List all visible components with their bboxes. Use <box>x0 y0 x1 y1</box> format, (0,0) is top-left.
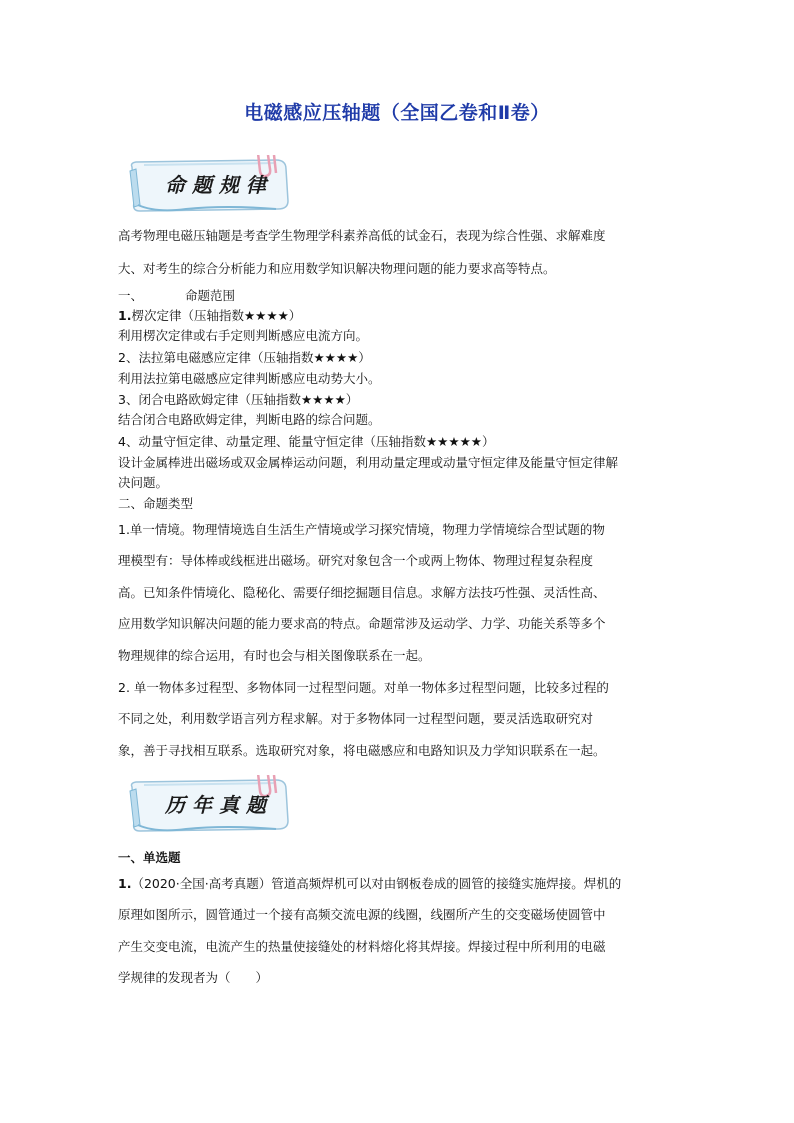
types-p1-line: 应用数学知识解决问题的能力要求高的特点。命题常涉及运动学、力学、功能关系等多个 <box>118 616 606 631</box>
types-p1-line: 理模型有：导体棒或线框进出磁场。研究对象包含一个或两上物体、物理过程复杂程度 <box>118 553 594 568</box>
exam-heading: 一、单选题 <box>118 850 181 865</box>
scope-item-desc-cont: 决问题。 <box>118 475 169 490</box>
scope-item-title <box>118 390 358 408</box>
scope-heading-text: 命题范围 <box>185 288 236 303</box>
scope-item-desc: 利用法拉第电磁感应定律判断感应电动势大小。 <box>118 371 381 386</box>
question-line: 产生交变电流，电流产生的热量使接缝处的材料熔化将其焊接。焊接过程中所利用的电磁 <box>118 939 606 954</box>
scope-item-num: 3、 <box>118 392 139 407</box>
scope-item-title-text: 楞次定律（压轴指数★★★★） <box>131 308 302 323</box>
scope-heading <box>118 286 235 304</box>
types-p1-line: 高。已知条件情境化、隐秘化、需要仔细挖掘题目信息。求解方法技巧性强、灵活性高、 <box>118 585 606 600</box>
question-number: 1. <box>118 876 132 891</box>
question-text: （2020·全国·高考真题）管道高频焊机可以对由钢板卷成的圆管的接缝实施焊接。焊机的 <box>131 876 622 891</box>
section-banner-past-exams <box>126 775 294 837</box>
scope-item-desc: 利用楞次定律或右手定则判断感应电流方向。 <box>118 328 369 343</box>
types-p1-line: 物理规律的综合运用，有时也会与相关图像联系在一起。 <box>118 648 431 663</box>
scope-item-title-text: 法拉第电磁感应定律（压轴指数★★★★） <box>138 350 371 365</box>
types-p2-line: 象，善于寻找相互联系。选取研究对象，将电磁感应和电路知识及力学知识联系在一起。 <box>118 743 606 758</box>
types-p1-line: 1.单一情境。物理情境选自生活生产情境或学习探究情境，物理力学情境综合型试题的物 <box>118 522 605 537</box>
banner-past-exams-label: 历年真题 <box>165 793 273 817</box>
scope-heading-num: 一、 <box>118 288 144 303</box>
scope-item-desc: 设计金属棒进出磁场或双金属棒运动问题，利用动量定理或动量守恒定律及能量守恒定律解 <box>118 455 619 470</box>
scope-item-num: 1. <box>118 308 132 323</box>
intro-line: 大、对考生的综合分析能力和应用数学知识解决物理问题的能力要求高等特点。 <box>118 261 556 276</box>
section-banner-rules <box>126 155 294 217</box>
scope-item-num: 2、 <box>118 350 139 365</box>
scope-item-title <box>118 306 301 324</box>
intro-line: 高考物理电磁压轴题是考查学生物理学科素养高低的试金石，表现为综合性强、求解难度 <box>118 228 606 243</box>
scope-item-num: 4、 <box>118 434 139 449</box>
question-line: 原理如图所示，圆管通过一个接有高频交流电源的线圈，线圈所产生的交变磁场使圆管中 <box>118 907 606 922</box>
question-line: 学规律的发现者为（ ） <box>118 970 269 985</box>
scope-item-title-text: 闭合电路欧姆定律（压轴指数★★★★） <box>138 392 359 407</box>
scope-item-title-text: 动量守恒定律、动量定理、能量守恒定律（压轴指数★★★★★） <box>138 434 495 449</box>
types-heading: 二、命题类型 <box>118 496 194 511</box>
scope-item-title <box>118 432 495 450</box>
page-title: 电磁感应压轴题（全国乙卷和Ⅱ卷） <box>244 102 550 124</box>
scope-item-desc: 结合闭合电路欧姆定律，判断电路的综合问题。 <box>118 412 381 427</box>
question-line <box>118 874 621 892</box>
types-p2-line: 2. 单一物体多过程型、多物体同一过程型问题。对单一物体多过程型问题，比较多过程的 <box>118 680 609 695</box>
types-p2-line: 不同之处，利用数学语言列方程求解。对于多物体同一过程型问题，要灵活选取研究对 <box>118 711 594 726</box>
scope-item-title <box>118 348 371 366</box>
banner-rules-label: 命题规律 <box>165 173 273 197</box>
